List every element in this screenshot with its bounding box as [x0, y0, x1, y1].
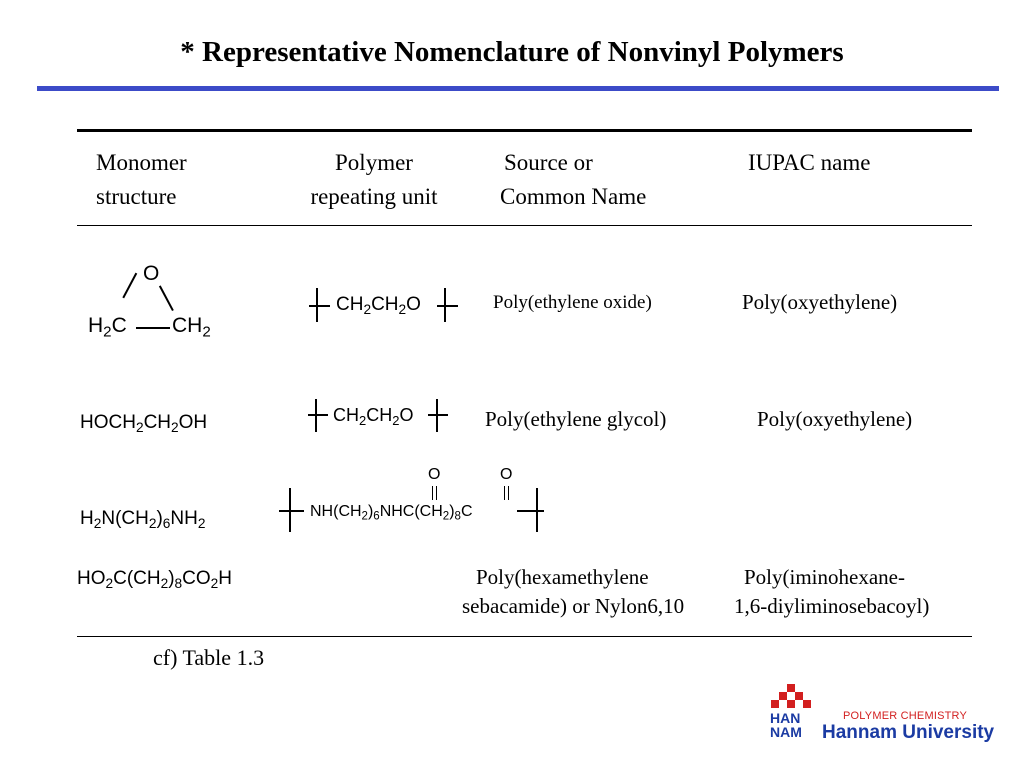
ring-bond-left [122, 273, 136, 298]
bond-left [308, 414, 328, 416]
double-bond-1a [432, 486, 433, 500]
iupac-name: Poly(oxyethylene) [742, 290, 898, 314]
iupac-name-line1: Poly(iminohexane- [744, 565, 905, 589]
ring-left-carbon: $H_2C$ [88, 314, 127, 341]
bond-left [279, 510, 304, 512]
header-monomer-line2: structure [96, 184, 177, 209]
bracket-right [536, 488, 538, 532]
bracket-right [444, 288, 446, 322]
double-bond-2a [504, 486, 505, 500]
header-polymer-line1: Polymer [335, 150, 413, 175]
repeat-unit-formula: $CH_2CH_2O$ [333, 405, 414, 428]
logo-university-name: Hannam University [822, 722, 995, 743]
source-name-line2: sebacamide) or Nylon6,10 [462, 594, 685, 618]
logo-pixel [795, 692, 803, 700]
header-iupac-line1: IUPAC name [748, 150, 871, 175]
repeat-unit-formula: $CH_2CH_2O$ [336, 294, 421, 318]
bond-right [517, 510, 544, 512]
source-name-line1: Poly(hexamethylene [476, 565, 649, 589]
monomer-diamine: $H_2N(CH_2)_6NH_2$ [80, 508, 206, 532]
table-top-rule [77, 129, 972, 132]
logo-pixel [771, 700, 779, 708]
header-polymer-line2: repeating unit [310, 184, 438, 209]
source-name: Poly(ethylene oxide) [493, 292, 652, 313]
header-source [500, 146, 646, 214]
header-monomer-line1: Monomer [96, 150, 187, 175]
logo-pixel [803, 700, 811, 708]
double-bond-1b [436, 486, 437, 500]
logo-wordmark-line2: NAM [770, 724, 802, 740]
logo-pixel [787, 700, 795, 708]
table-header-rule [77, 225, 972, 226]
ring-right-carbon: $CH_2$ [172, 314, 211, 341]
bracket-right [436, 399, 438, 432]
table-bottom-rule [77, 636, 972, 637]
double-bond-2b [508, 486, 509, 500]
bracket-left [315, 399, 317, 432]
iupac-name-line2: 1,6-diyliminosebacoyl) [734, 594, 930, 618]
logo-pixel [787, 684, 795, 692]
bond-right [437, 305, 458, 307]
logo-tagline: POLYMER CHEMISTRY [843, 710, 968, 722]
iupac-name: Poly(oxyethylene) [757, 407, 913, 431]
ring-oxygen: O [143, 262, 160, 285]
title-underline [37, 86, 999, 91]
carbonyl-oxygen-1: O [428, 466, 441, 483]
source-name: Poly(ethylene glycol) [485, 407, 667, 431]
header-iupac [748, 146, 870, 180]
header-source-line2: Common Name [500, 184, 647, 209]
logo-pixel [779, 692, 787, 700]
slide-title: * Representative Nomenclature of Nonvinyl Polymers [180, 36, 844, 68]
repeat-unit-formula: $NH(CH_2)_6NHC(CH_2)_8C$ [310, 503, 473, 523]
header-polymer [284, 146, 464, 214]
ring-bond-bottom [136, 327, 170, 329]
logo-wordmark [770, 711, 802, 739]
carbonyl-oxygen-2: O [500, 466, 513, 483]
header-source-line1: Source or [504, 150, 593, 175]
bond-left [309, 305, 330, 307]
bond-right [428, 414, 448, 416]
ring-bond-right [159, 285, 173, 310]
header-monomer [96, 146, 187, 214]
logo-wordmark-line1: HAN [770, 710, 801, 726]
monomer-formula: $HOCH_2CH_2OH$ [80, 412, 208, 436]
monomer-diacid: $HO_2C(CH_2)_8CO_2H$ [77, 568, 232, 592]
footnote: cf) Table 1.3 [153, 645, 265, 670]
